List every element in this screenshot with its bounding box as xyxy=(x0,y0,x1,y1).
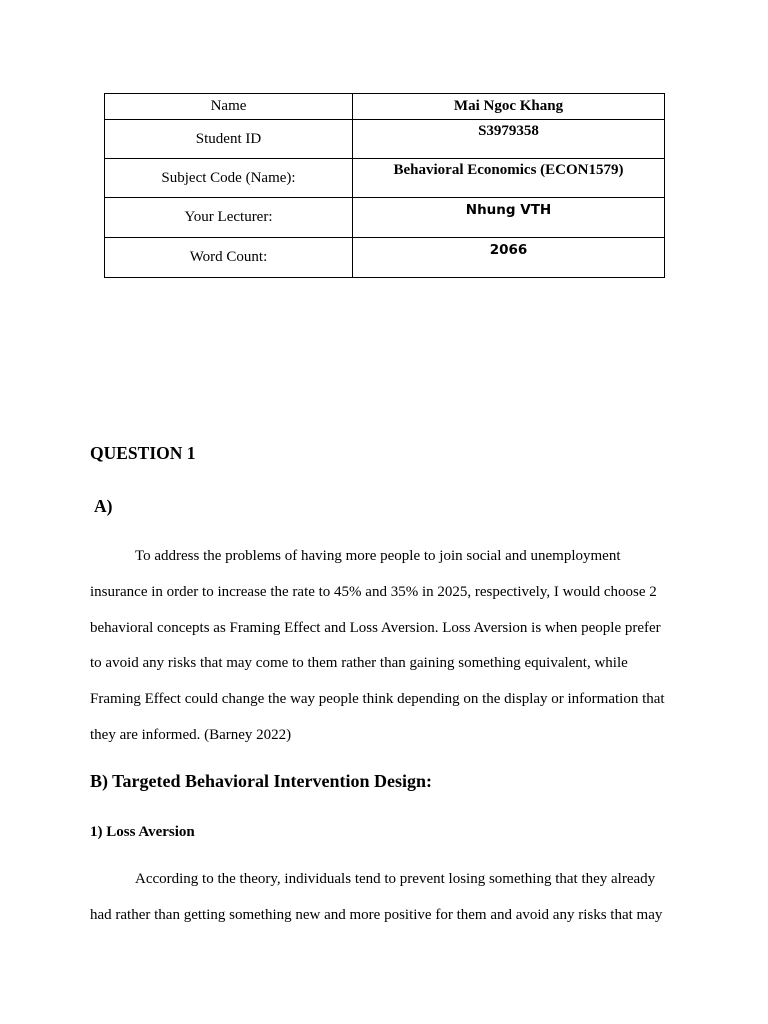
table-row xyxy=(105,159,665,198)
part-a-heading: A) xyxy=(94,496,113,516)
name-value: Mai Ngoc Khang xyxy=(353,94,665,120)
paragraph-line: insurance in order to increase the rate to 45% and 35% in 2025, respectively, I would choose 2 xyxy=(90,583,657,600)
loss-aversion-paragraph xyxy=(90,869,680,941)
table-row xyxy=(105,198,665,238)
loss-aversion-heading: 1) Loss Aversion xyxy=(90,824,195,840)
student-id-label: Student ID xyxy=(105,120,353,159)
student-info-table xyxy=(104,93,665,278)
table-row xyxy=(105,120,665,159)
table-row xyxy=(105,238,665,278)
student-id-value: S3979358 xyxy=(353,120,665,159)
paragraph-line: had rather than getting something new and more positive for them and avoid any risks that may xyxy=(90,906,663,923)
part-a-paragraph xyxy=(90,546,680,761)
paragraph-line: they are informed. (Barney 2022) xyxy=(90,726,292,743)
table-row xyxy=(105,94,665,120)
name-label: Name xyxy=(105,94,353,120)
paragraph-line: to avoid any risks that may come to them rather than gaining something equivalent, while xyxy=(90,655,628,672)
word-count-value: 2066 xyxy=(353,238,665,278)
question-heading: QUESTION 1 xyxy=(90,443,196,463)
paragraph-line: Framing Effect could change the way people think depending on the display or information that xyxy=(90,691,665,708)
word-count-label: Word Count: xyxy=(105,238,353,278)
lecturer-value: Nhung VTH xyxy=(353,198,665,238)
paragraph-line: behavioral concepts as Framing Effect and Loss Aversion. Loss Aversion is when people prefer xyxy=(90,619,661,636)
subject-code-label: Subject Code (Name): xyxy=(105,159,353,198)
part-b-heading: B) Targeted Behavioral Intervention Design: xyxy=(90,771,432,791)
paragraph-line: According to the theory, individuals tend to prevent losing something that they already xyxy=(135,871,656,887)
subject-code-value: Behavioral Economics (ECON1579) xyxy=(353,159,665,198)
lecturer-label: Your Lecturer: xyxy=(105,198,353,238)
paragraph-line: To address the problems of having more people to join social and unemployment xyxy=(135,548,621,564)
